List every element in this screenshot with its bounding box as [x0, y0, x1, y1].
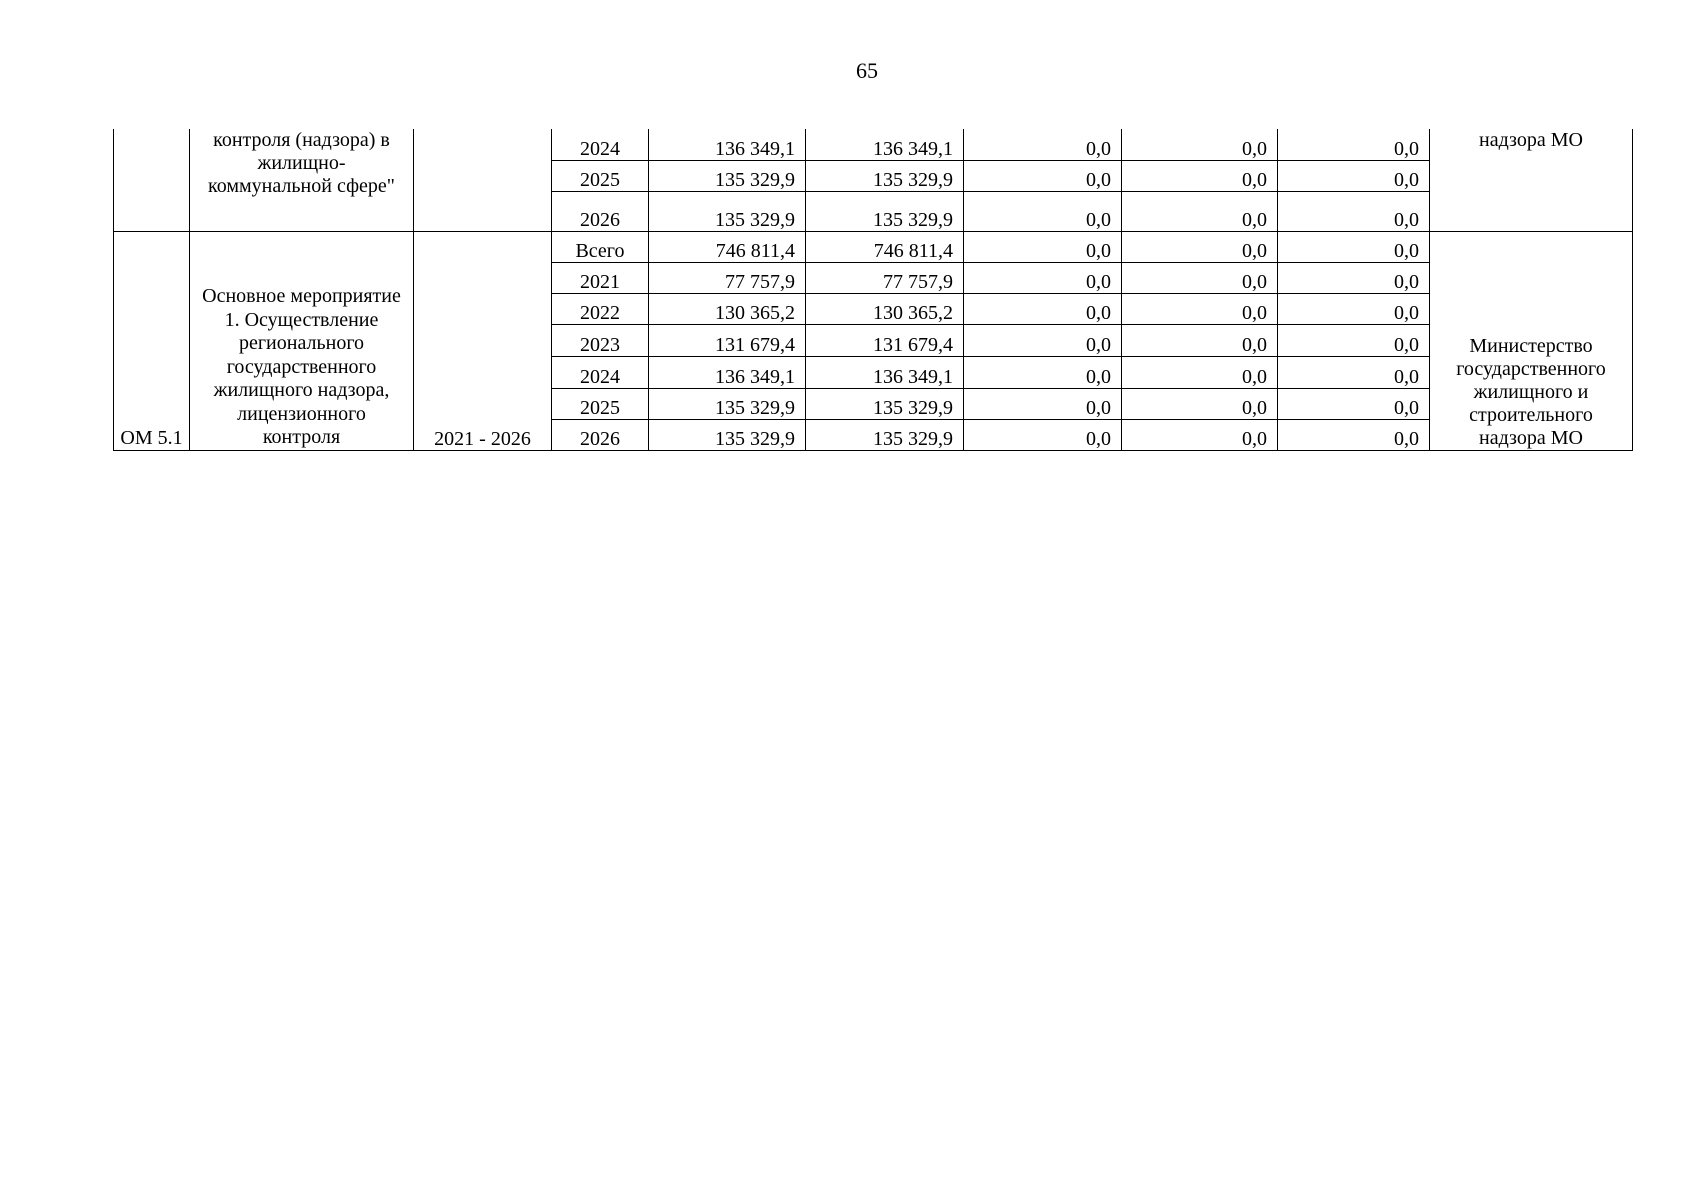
table-row: [114, 129, 1633, 160]
year-cell: 2022: [552, 293, 649, 324]
total-cell: 746 811,4: [649, 231, 806, 262]
budget-table: [113, 129, 1633, 451]
amount-cell: 0,0: [964, 231, 1122, 262]
amount-cell: 0,0: [1278, 388, 1430, 419]
budget-cell: 135 329,9: [806, 388, 964, 419]
budget-cell: 77 757,9: [806, 262, 964, 293]
budget-cell: 131 679,4: [806, 324, 964, 356]
event-code: ОМ 5.1: [114, 231, 190, 450]
amount-cell: 0,0: [964, 324, 1122, 356]
budget-cell: 746 811,4: [806, 231, 964, 262]
year-cell: 2021: [552, 262, 649, 293]
executor-continued: надзора МО: [1430, 129, 1633, 231]
page-number: 65: [856, 58, 878, 83]
budget-cell: 130 365,2: [806, 293, 964, 324]
year-cell: 2024: [552, 129, 649, 160]
table-row: [114, 231, 1633, 262]
event-name-continued: контроля (надзора) в жилищно-коммунальной сфере": [190, 129, 414, 231]
year-cell: 2023: [552, 324, 649, 356]
amount-cell: 0,0: [964, 191, 1122, 231]
amount-cell: 0,0: [1122, 129, 1278, 160]
year-cell: 2025: [552, 160, 649, 191]
amount-cell: 0,0: [964, 356, 1122, 388]
amount-cell: 0,0: [1278, 324, 1430, 356]
event-name: Основное мероприятие 1. Осуществление регионального государственного жилищного надзора, лицензионного контроля: [190, 231, 414, 450]
budget-cell: 135 329,9: [806, 160, 964, 191]
amount-cell: 0,0: [1122, 388, 1278, 419]
amount-cell: 0,0: [964, 129, 1122, 160]
amount-cell: 0,0: [1278, 231, 1430, 262]
event-period: 2021 - 2026: [414, 231, 552, 450]
amount-cell: 0,0: [964, 262, 1122, 293]
amount-cell: 0,0: [1122, 231, 1278, 262]
amount-cell: 0,0: [964, 293, 1122, 324]
amount-cell: 0,0: [1122, 262, 1278, 293]
year-cell: 2024: [552, 356, 649, 388]
year-cell: 2026: [552, 191, 649, 231]
year-cell: 2026: [552, 419, 649, 450]
amount-cell: 0,0: [1278, 262, 1430, 293]
year-cell: 2025: [552, 388, 649, 419]
amount-cell: 0,0: [964, 160, 1122, 191]
amount-cell: 0,0: [1278, 129, 1430, 160]
amount-cell: 0,0: [1278, 160, 1430, 191]
budget-cell: 136 349,1: [806, 356, 964, 388]
total-cell: 131 679,4: [649, 324, 806, 356]
total-cell: 135 329,9: [649, 419, 806, 450]
budget-cell: 135 329,9: [806, 419, 964, 450]
executor: Министерство государственного жилищного и строительного надзора МО: [1430, 231, 1633, 450]
amount-cell: 0,0: [1122, 160, 1278, 191]
period-cell-continued: [414, 129, 552, 231]
code-cell-continued: [114, 129, 190, 231]
amount-cell: 0,0: [1122, 324, 1278, 356]
amount-cell: 0,0: [1278, 293, 1430, 324]
total-cell: 135 329,9: [649, 388, 806, 419]
total-cell: 136 349,1: [649, 129, 806, 160]
amount-cell: 0,0: [1122, 356, 1278, 388]
total-cell: 77 757,9: [649, 262, 806, 293]
budget-cell: 136 349,1: [806, 129, 964, 160]
total-cell: 135 329,9: [649, 191, 806, 231]
amount-cell: 0,0: [1278, 356, 1430, 388]
total-cell: 135 329,9: [649, 160, 806, 191]
amount-cell: 0,0: [1278, 191, 1430, 231]
total-cell: 136 349,1: [649, 356, 806, 388]
year-cell: Всего: [552, 231, 649, 262]
amount-cell: 0,0: [1122, 293, 1278, 324]
amount-cell: 0,0: [1278, 419, 1430, 450]
amount-cell: 0,0: [1122, 191, 1278, 231]
amount-cell: 0,0: [964, 388, 1122, 419]
budget-cell: 135 329,9: [806, 191, 964, 231]
amount-cell: 0,0: [1122, 419, 1278, 450]
amount-cell: 0,0: [964, 419, 1122, 450]
total-cell: 130 365,2: [649, 293, 806, 324]
